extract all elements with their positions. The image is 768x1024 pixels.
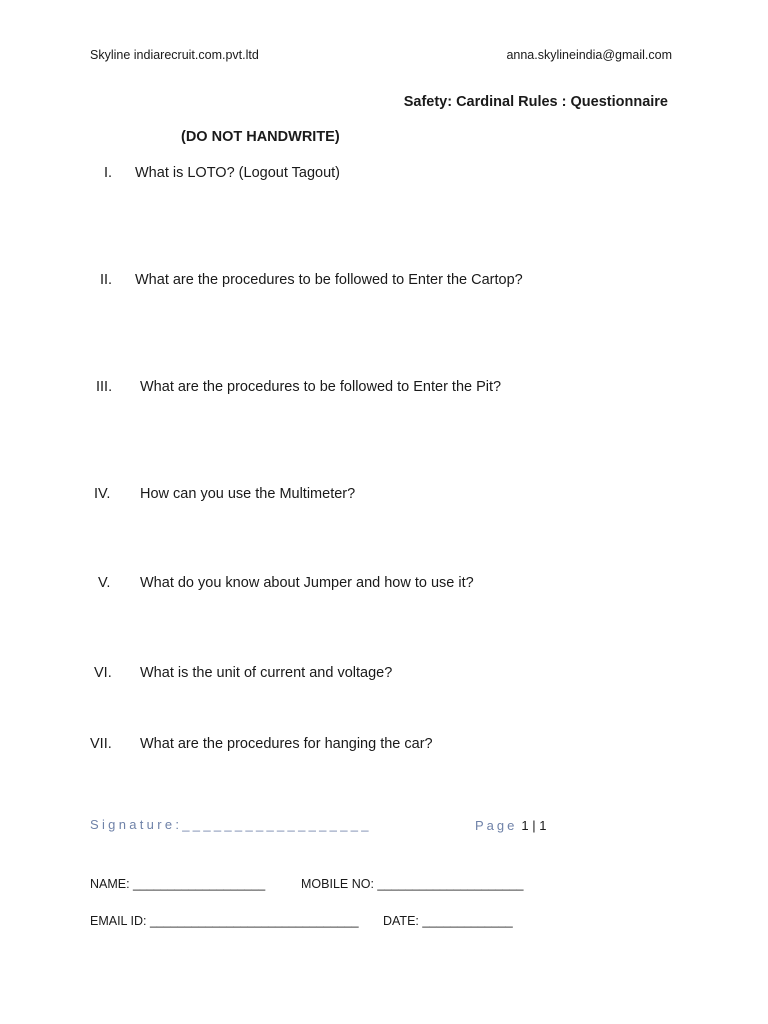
date-field: DATE: _____________	[383, 914, 513, 928]
question-number: IV.	[94, 486, 111, 502]
question-number: VI.	[94, 665, 112, 681]
mobile-field: MOBILE NO: _____________________	[301, 877, 524, 891]
question-number: II.	[100, 272, 113, 288]
header-email: anna.skylineindia@gmail.com	[506, 48, 672, 62]
page-number: 1 | 1	[521, 818, 547, 833]
question-text: What are the procedures to be followed to Enter the Cartop?	[135, 272, 523, 288]
page-title: Safety: Cardinal Rules : Questionnaire	[403, 94, 668, 110]
page-indicator	[475, 817, 546, 835]
question-text: What is the unit of current and voltage?	[140, 665, 393, 681]
name-field: NAME: ___________________	[90, 877, 266, 891]
question-number: VII.	[90, 736, 112, 752]
handwrite-note: (DO NOT HANDWRITE)	[181, 129, 340, 145]
question-number: I.	[104, 165, 113, 181]
question-number: V.	[98, 575, 111, 591]
question-text: What do you know about Jumper and how to use it?	[140, 575, 474, 591]
email-field: EMAIL ID: ______________________________	[90, 914, 359, 928]
question-number: III.	[96, 379, 113, 395]
header-company: Skyline indiarecruit.com.pvt.ltd	[90, 48, 259, 62]
question-text: What are the procedures to be followed to Enter the Pit?	[140, 379, 502, 395]
signature-line: Signature:__________________	[90, 817, 372, 832]
question-text: How can you use the Multimeter?	[140, 486, 356, 502]
question-text: What are the procedures for hanging the car?	[140, 736, 433, 752]
page-label: Page	[475, 818, 518, 833]
question-text: What is LOTO? (Logout Tagout)	[135, 165, 340, 181]
